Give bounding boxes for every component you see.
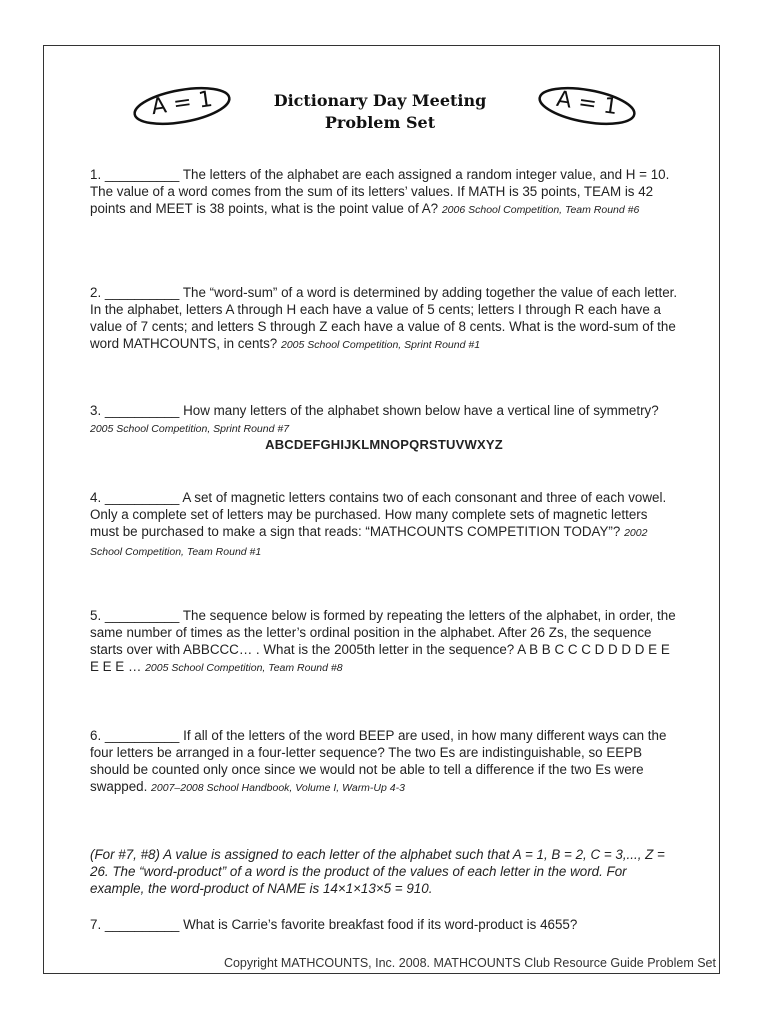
alphabet-line: ABCDEFGHIJKLMNOPQRSTUVWXYZ (265, 437, 503, 452)
problem-source: 2006 School Competition, Team Round #6 (441, 204, 640, 216)
page-title (230, 90, 530, 134)
problem-number: 5. __________ (90, 608, 180, 623)
problem-7 (90, 916, 678, 933)
problem-text: The “word-sum” of a word is determined by adding together the value of each letter. In the alphabet, letters A through H each have a value of 5 cents; letters I through R each have a value of 7 cents; and letters S through Z each have a value of 8 cents. What is the word-sum of the word MATHCOUNTS, in cents? (90, 285, 678, 351)
problem-2 (90, 284, 678, 354)
problem-number: 1. __________ (90, 167, 180, 182)
problem-number: 6. __________ (90, 728, 180, 743)
title-line-1: Dictionary Day Meeting (273, 91, 487, 110)
problem-1 (90, 166, 678, 219)
a-equals-1-badge-left (130, 82, 234, 130)
problem-number: 7. __________ (90, 917, 180, 932)
problem-source: 2005 School Competition, Sprint Round #1 (280, 339, 481, 351)
problem-text: A set of magnetic letters contains two of each consonant and three of each vowel. Only a complete set of letters may be purchased. How many complete sets of magnetic letters must be purchased to make a sign that reads: “MATHCOUNTS COMPETITION TODAY”? (90, 490, 667, 539)
problem-3 (90, 402, 678, 438)
problem-text: What is Carrie’s favorite breakfast food if its word-product is 4655? (179, 917, 578, 932)
intro-7-8: (For #7, #8) A value is assigned to each letter of the alphabet such that A = 1, B = 2, C = 3,..., Z = 26. The “word-product” of a word is the product of the values of each letter in the word. For example, the word-product of NAME is 14×1×13×5 = 910. (90, 847, 665, 896)
problem-6 (90, 727, 678, 797)
problem-text: The letters of the alphabet are each assigned a random integer value, and H = 10. The value of a word comes from the sum of its letters’ values. If MATH is 35 points, TEAM is 42 points and MEET is 38 points, what is the point value of A? (90, 167, 670, 216)
problem-source: 2005 School Competition, Team Round #8 (145, 662, 343, 674)
badge-text: A = 1 (149, 86, 215, 121)
problem-number: 3. __________ (90, 403, 180, 418)
badge-text: A = 1 (554, 86, 620, 121)
a-equals-1-badge-right (535, 82, 639, 130)
problem-source: 2005 School Competition, Sprint Round #7 (90, 423, 290, 435)
title-line-2: Problem Set (324, 113, 436, 132)
problem-5 (90, 607, 678, 677)
copyright-footer: Copyright MATHCOUNTS, Inc. 2008. MATHCOUNTS Club Resource Guide Problem Set (223, 956, 716, 970)
problem-source: 2007–2008 School Handbook, Volume I, Warm-Up 4-3 (151, 782, 405, 794)
problem-text: How many letters of the alphabet shown below have a vertical line of symmetry? (179, 403, 659, 418)
problem-number: 2. __________ (90, 285, 180, 300)
problem-4 (90, 489, 678, 561)
problem-text: If all of the letters of the word BEEP are used, in how many different ways can the four letters be arranged in a four-letter sequence? The two Es are indistinguishable, so EEPB should be counted only once since we would not be able to tell a difference if the two Es were swapped. (90, 728, 667, 794)
problem-number: 4. __________ (90, 490, 180, 505)
problem-source: 2002 School Competition, Team Round #1 (90, 527, 648, 558)
problem-text: The sequence below is formed by repeating the letters of the alphabet, in order, the same number of times as the letter’s ordinal position in the alphabet. After 26 Zs, the sequence starts over with ABBCCC… . What is the 2005th letter in the sequence? A B B C C C D D D D E E E E E … (90, 608, 676, 674)
